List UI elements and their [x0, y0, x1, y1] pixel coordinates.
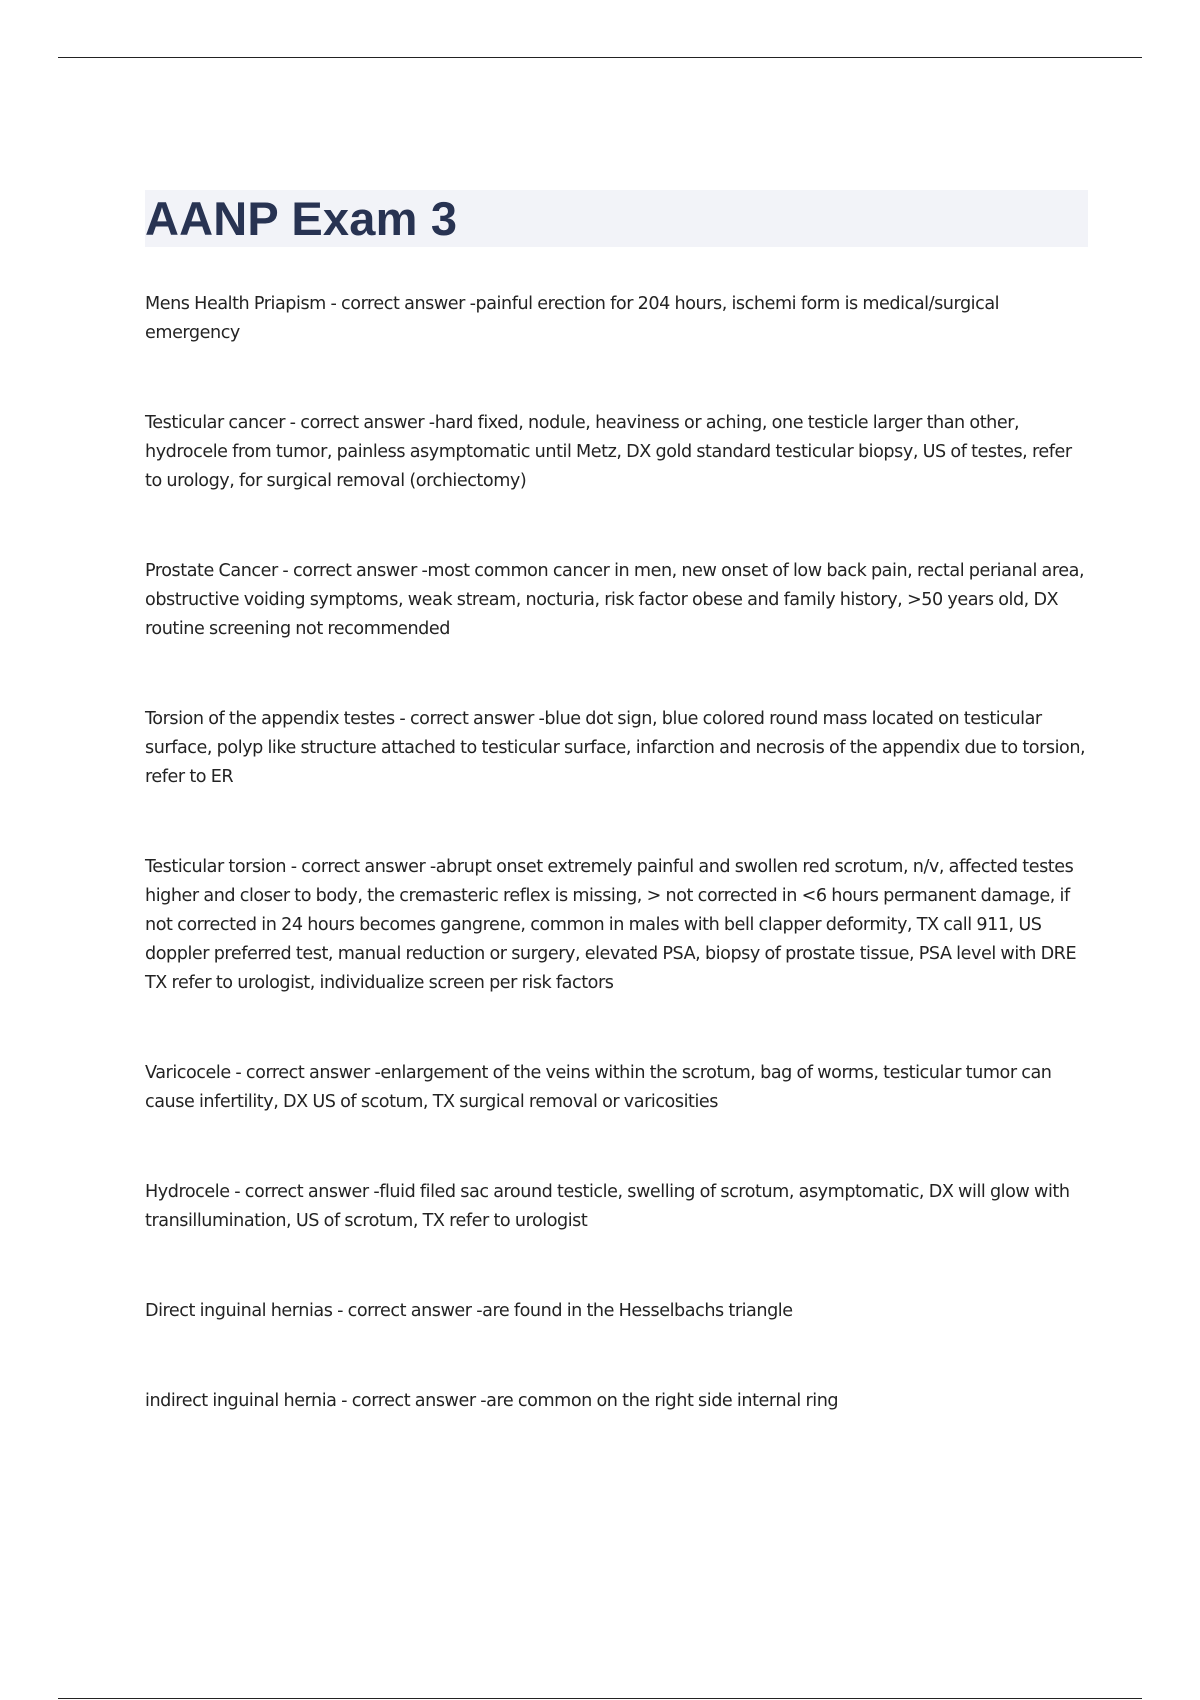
flashcard-entry: Testicular torsion - correct answer -abrupt onset extremely painful and swollen red scrotum, n/v, affected testes higher and closer to body, the cremasteric reflex is missing, > not corrected in <6 hours permanent damage, if not corrected in 24 hours becomes gangrene, common in males with bell clapper deformity, TX call 911, US doppler preferred test, manual reduction or surgery, elevated PSA, biopsy of prostate tissue, PSA level with DRE TX refer to urologist, individualize screen per risk factors: [145, 857, 1077, 993]
flashcard-entry: Varicocele - correct answer -enlargement of the veins within the scrotum, bag of worms, testicular tumor can cause infertility, DX US of scotum, TX surgical removal or varicosities: [145, 1063, 1052, 1112]
flashcard-entry: indirect inguinal hernia - correct answer -are common on the right side internal ring: [145, 1391, 839, 1411]
flashcard-entry: Hydrocele - correct answer -fluid filed sac around testicle, swelling of scrotum, asymptomatic, DX will glow with transillumination, US of scrotum, TX refer to urologist: [145, 1182, 1070, 1231]
flashcard-list: [145, 290, 1090, 1477]
flashcard-entry: Mens Health Priapism - correct answer -painful erection for 204 hours, ischemi form is medical/surgical emergency: [145, 294, 1000, 343]
flashcard-entry: Testicular cancer - correct answer -hard fixed, nodule, heaviness or aching, one testicle larger than other, hydrocele from tumor, painless asymptomatic until Metz, DX gold standard testicular biopsy, US of testes, refer to urology, for surgical removal (orchiectomy): [145, 413, 1072, 491]
flashcard-entry: Torsion of the appendix testes - correct answer -blue dot sign, blue colored round mass located on testicular surface, polyp like structure attached to testicular surface, infarction and necrosis of the appendix due to torsion, refer to ER: [145, 709, 1086, 787]
flashcard-entry: Direct inguinal hernias - correct answer -are found in the Hesselbachs triangle: [145, 1301, 793, 1321]
flashcard-entry: Prostate Cancer - correct answer -most common cancer in men, new onset of low back pain, rectal perianal area, obstructive voiding symptoms, weak stream, nocturia, risk factor obese and family history, >50 years old, DX routine screening not recommended: [145, 561, 1085, 639]
header-rule: [58, 57, 1142, 58]
footer-rule: [58, 1698, 1142, 1699]
page-title: AANP Exam 3: [145, 192, 458, 245]
